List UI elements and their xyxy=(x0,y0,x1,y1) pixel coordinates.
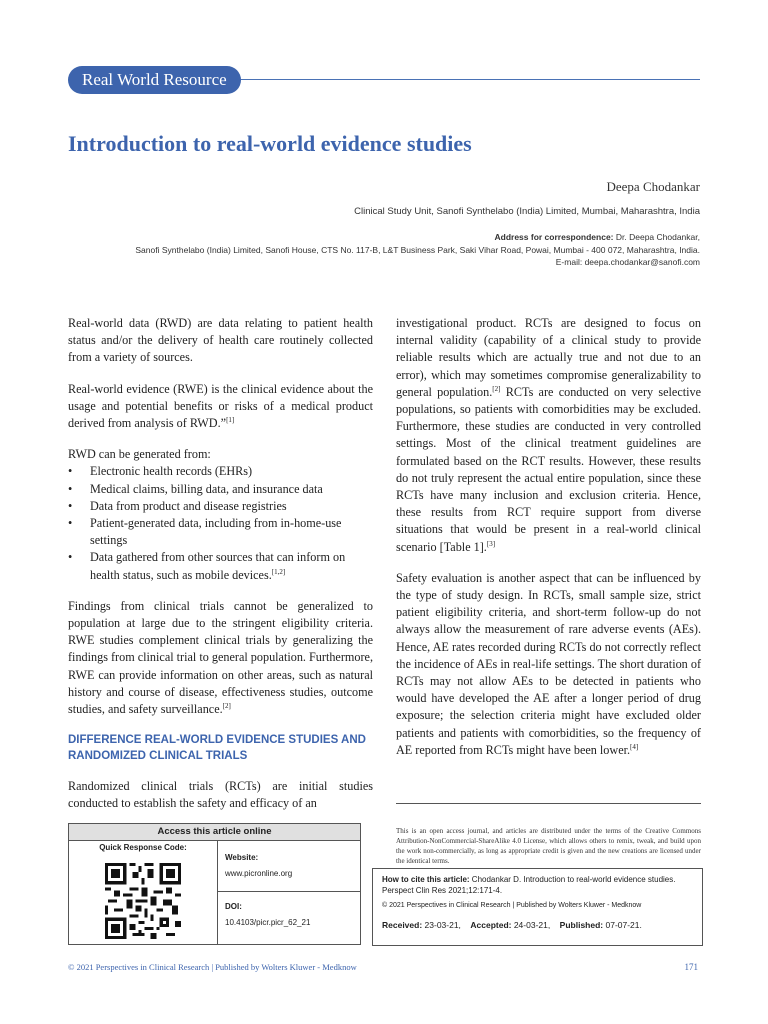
cite-box xyxy=(372,868,703,946)
paragraph-text: RCTs are conducted on very selective populations, so patients with comorbidities may be excluded. Furthermore, these studies are conducted in very controlled settings. Most of the clinical treatment guidelines are formulated based on the RCT results. However, these results do not truly represent the actual entire population, since these RCTs have many inclusion and exclusion criteria. Hence, these results from RCT require support from diverse situations that would be present in a real-world clinical scenario [Table 1]. xyxy=(396,384,701,554)
correspondence-email[interactable]: E-mail: deepa.chodankar@sanofi.com xyxy=(555,257,700,267)
list-item xyxy=(68,463,373,480)
cite-text xyxy=(382,874,693,896)
left-column xyxy=(68,315,373,827)
divider xyxy=(218,891,360,892)
list-item-text: Electronic health records (EHRs) xyxy=(90,464,253,479)
paragraph-text: Findings from clinical trials cannot be generalized to population at large due to the stringent eligibility criteria. RWE studies complement clinical trials by generalizing the findings from clinical trial to general population. Furthermore, RWE can provide information on other areas, such as natural history and course of disease, effectiveness studies, outcome studies, and safety surveillance. xyxy=(68,598,373,717)
list-item xyxy=(68,498,373,515)
citation-ref[interactable]: [4] xyxy=(630,742,639,751)
paragraph xyxy=(68,381,373,433)
paragraph-text: Real-world evidence (RWE) is the clinical evidence about the usage and potential benefits or risks of a medical product derived from analysis of RWD.” xyxy=(68,381,373,431)
list-item-text: Data gathered from other sources that can inform on health status, such as mobile devices. xyxy=(90,550,346,582)
article-dates xyxy=(382,920,693,931)
qr-cell xyxy=(69,841,218,944)
correspondence-block xyxy=(135,231,700,269)
paragraph: RWD can be generated from: xyxy=(68,447,211,462)
correspondence-address: Sanofi Synthelabo (India) Limited, Sanofi House, CTS No. 117-B, L&T Business Park, Saki Vihar Road, Powai, Mumbai - 400 072, Maharashtra, India. xyxy=(135,244,700,255)
doi-link[interactable]: 10.4103/picr.picr_62_21 xyxy=(225,918,311,927)
bullet-icon: • xyxy=(68,550,73,565)
correspondence-label: Address for correspondence: xyxy=(494,232,614,242)
website-label: Website: xyxy=(225,853,259,862)
citation-ref[interactable]: [2] xyxy=(222,702,231,710)
author-affiliation: Clinical Study Unit, Sanofi Synthelabo (India) Limited, Mumbai, Maharashtra, India xyxy=(354,206,700,217)
bullet-list xyxy=(68,463,373,583)
list-item xyxy=(68,481,373,498)
author-name: Deepa Chodankar xyxy=(606,179,700,194)
bullet-icon: • xyxy=(68,464,73,479)
citation-ref[interactable]: [1,2] xyxy=(271,567,286,576)
cite-copyright: © 2021 Perspectives in Clinical Research | Published by Wolters Kluwer - Medknow xyxy=(382,902,642,909)
bullet-icon: • xyxy=(68,516,73,531)
footer-journal: © 2021 Perspectives in Clinical Research | Published by Wolters Kluwer - Medknow xyxy=(68,962,357,972)
page-number: 171 xyxy=(684,962,698,972)
citation-ref[interactable]: [2] xyxy=(492,384,501,393)
list-item xyxy=(68,549,373,583)
cite-label: How to cite this article: xyxy=(382,875,470,884)
list-item-text: Patient-generated data, including from in-home-use settings xyxy=(90,516,342,548)
bullet-icon: • xyxy=(68,498,73,513)
section-heading: DIFFERENCE REAL-WORLD EVIDENCE STUDIES AND RANDOMIZED CLINICAL TRIALS xyxy=(68,734,366,763)
paragraph-text: investigational product. RCTs are designed to focus on internal validity (capability of a clinical study to provide reliable results which are actually true and not due to an error), which may sometimes compromise generalizability to general population. xyxy=(396,316,701,399)
citation-ref[interactable]: [3] xyxy=(486,539,496,548)
paragraph xyxy=(68,598,373,718)
qr-label: Quick Response Code: xyxy=(99,843,187,852)
accepted-date: 24-03-21, xyxy=(511,920,551,930)
bullet-icon: • xyxy=(68,481,73,496)
published-label: Published: xyxy=(559,920,604,930)
link-cell xyxy=(218,841,360,944)
paragraph-text: Safety evaluation is another aspect that can be influenced by the type of study design. In RCTs, small sample size, strict patient eligibility criteria, and short-term follow-up do not always allow the measurement of rare adverse events (AEs). Hence, AE rates recorded during RCTs do not correctly reflect the incidence of AEs in real-life settings. The short duration of RCTs may not allow AEs to be detected in patients who would have developed the AE after a longer period of drug exposure; the selection criteria might have excluded older patients and patients with comorbidities, so the frequency of AE reported from RCTs might have been lower. xyxy=(396,570,701,757)
right-column xyxy=(396,315,701,773)
access-box xyxy=(68,823,361,945)
correspondence-name: Dr. Deepa Chodankar, xyxy=(613,232,700,242)
section-tag: Real World Resource xyxy=(68,66,241,94)
paragraph xyxy=(396,570,701,759)
paragraph xyxy=(396,315,701,556)
received-label: Received: xyxy=(382,920,423,930)
received-date: 23-03-21, xyxy=(422,920,461,930)
qr-code-icon[interactable] xyxy=(105,863,181,939)
access-heading: Access this article online xyxy=(69,824,360,841)
citation-ref[interactable]: [1] xyxy=(226,415,235,424)
website-link[interactable]: www.picronline.org xyxy=(225,869,293,878)
paragraph: Randomized clinical trials (RCTs) are initial studies conducted to establish the safety and efficacy of an xyxy=(68,779,373,811)
list-item-text: Medical claims, billing data, and insurance data xyxy=(90,481,323,496)
divider xyxy=(396,803,701,804)
cite-body: Chodankar D. Introduction to real-world evidence studies. Perspect Clin Res 2021;12:171-4. xyxy=(382,875,676,895)
published-date: 07-07-21. xyxy=(603,920,642,930)
list-item xyxy=(68,515,373,549)
paragraph: Real-world data (RWD) are data relating to patient health status and/or the delivery of health care routinely collected from a variety of sources. xyxy=(68,316,373,365)
doi-label: DOI: xyxy=(225,902,242,911)
license-text: This is an open access journal, and articles are distributed under the terms of the Creative Commons Attribution-NonCommercial-ShareAlike 4.0 License, which allows others to remix, tweak, and build upon the work non-commercially, as long as appropriate credit is given and the new creations are licensed under the identical terms. xyxy=(396,827,701,865)
list-item-text: Data from product and disease registries xyxy=(90,498,287,513)
article-title: Introduction to real-world evidence studies xyxy=(68,131,472,156)
accepted-label: Accepted: xyxy=(470,920,512,930)
